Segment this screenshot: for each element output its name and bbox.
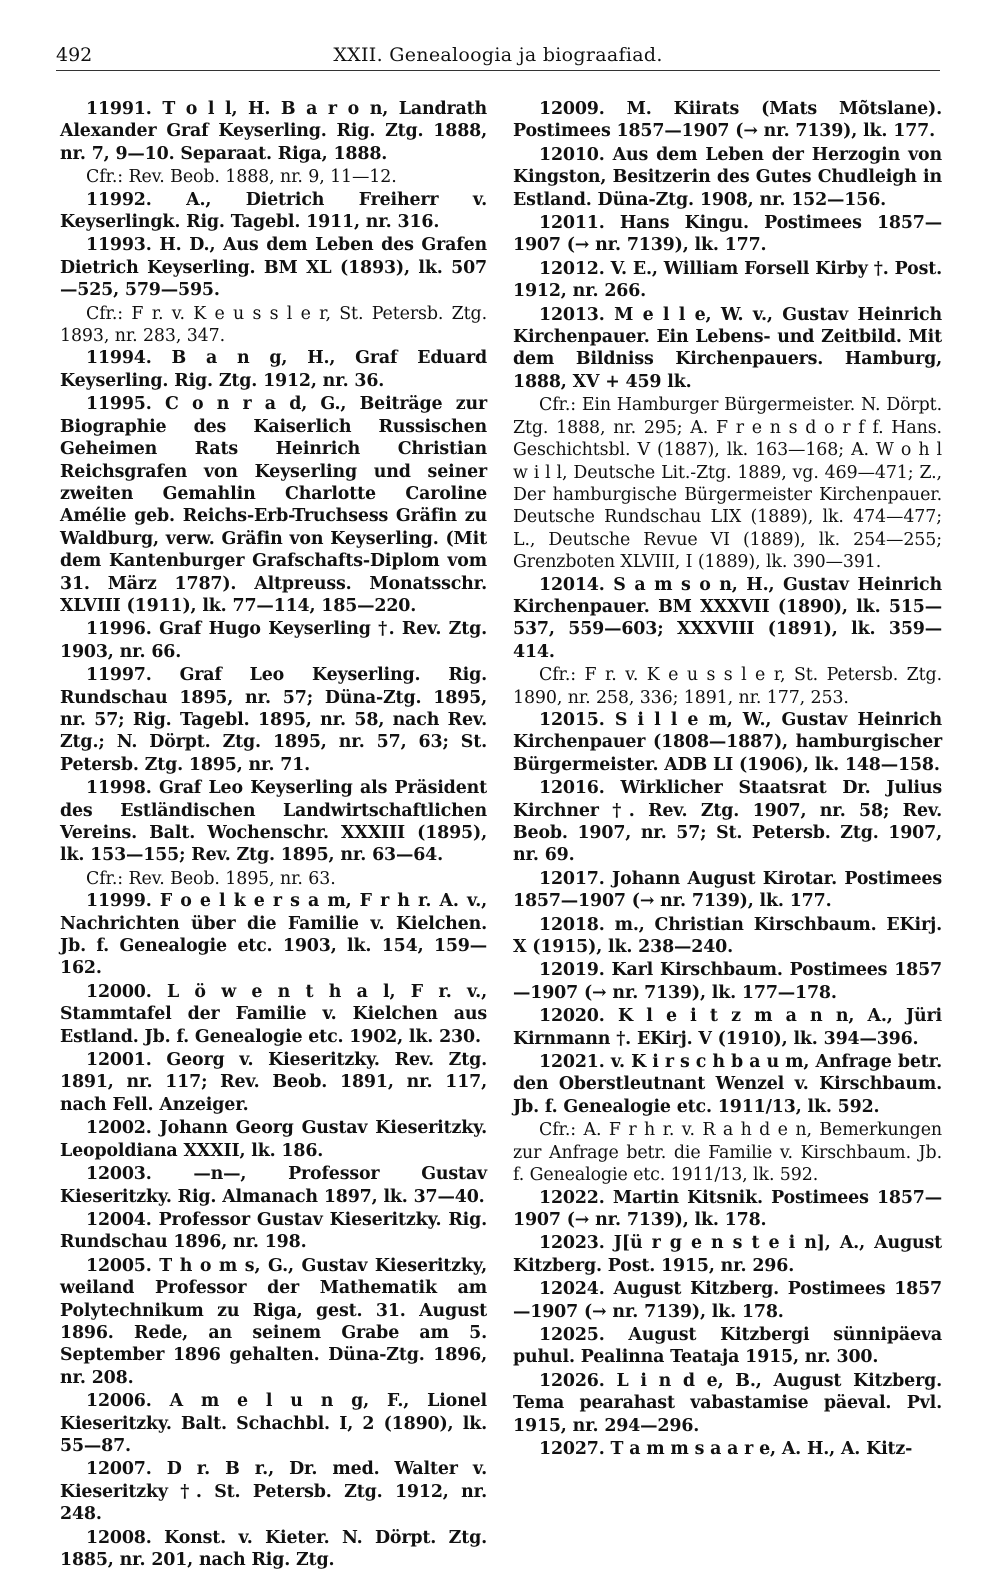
bibliography-entry: 12019. Karl Kirschbaum. Postimees 1857—1907 (→ nr. 7139), lk. 177—178. xyxy=(513,960,942,1003)
cross-reference: Cfr.: Ein Hamburger Bürgermeister. N. Dörpt. Ztg. 1888, nr. 295; A. F r e n s d o r f f. Hans. Geschichtsbl. V (1887), lk. 163—168; A. W o h l w i l l, Deutsche Lit.-Ztg. 1889, vg. 469—471; Z., Der hamburgische Bürgermeister Kirchenpauer. Deutsche Rundschau LIX (1889), lk. 474—477; L., Deutsche Revue VI (1889), lk. 254—255; Grenzboten XLVIII, I (1889), lk. 390—391. xyxy=(513,395,942,573)
bibliography-entry: 12021. v. K i r s c h b a u m, Anfrage betr. den Oberstleutnant Wenzel v. Kirschbaum. Jb. f. Genealogie etc. 1911/13, lk. 592. xyxy=(513,1052,942,1117)
bibliography-entry: 12017. Johann August Kirotar. Postimees 1857—1907 (→ nr. 7139), lk. 177. xyxy=(513,868,942,912)
bibliography-entry: 12015. S i l l e m, W., Gustav Heinrich Kirchenpauer (1808—1887), hamburgischer Bürgermeister. ADB LI (1906), lk. 148—158. xyxy=(513,709,942,775)
bibliography-entry: 12003. —n—, Professor Gustav Kieseritzky. Rig. Almanach 1897, lk. 37—40. xyxy=(60,1164,487,1207)
bibliography-entry: 12002. Johann Georg Gustav Kieseritzky. Leopoldiana XXXII, lk. 186. xyxy=(60,1118,487,1161)
bibliography-entry: 11997. Graf Leo Keyserling. Rig. Rundschau 1895, nr. 57; Düna-Ztg. 1895, nr. 57; Rig. Tagebl. 1895, nr. 58, nach Rev. Ztg.; N. Dörpt. Ztg. 1895, nr. 57, 63; St. Petersb. Ztg. 1895, nr. 71. xyxy=(60,665,487,775)
cross-reference: Cfr.: A. F r h r. v. R a h d e n, Bemerkungen zur Anfrage betr. die Familie v. Kirschbaum. Jb. f. Genealogie etc. 1911/13, lk. 592. xyxy=(513,1120,942,1186)
cross-reference: Cfr.: F r. v. K e u s s l e r, St. Petersb. Ztg. 1890, nr. 258, 336; 1891, nr. 177, 253. xyxy=(513,665,942,708)
right-column xyxy=(513,98,942,1461)
bibliography-entry: 12011. Hans Kingu. Postimees 1857—1907 (→ nr. 7139), lk. 177. xyxy=(513,213,942,256)
bibliography-entry: 12025. August Kitzbergi sünnipäeva puhul. Pealinna Teataja 1915, nr. 300. xyxy=(513,1324,942,1368)
bibliography-entry: 12000. L ö w e n t h a l, F r. v., Stammtafel der Familie v. Kielchen aus Estland. Jb. f. Genealogie etc. 1902, lk. 230. xyxy=(60,981,487,1047)
bibliography-entry: 12024. August Kitzberg. Postimees 1857—1907 (→ nr. 7139), lk. 178. xyxy=(513,1279,942,1322)
bibliography-entry: 11995. C o n r a d, G., Beiträge zur Biographie des Kaiserlich Russischen Geheimen Rats Heinrich Christian Reichsgrafen von Keyserling und seiner zweiten Gemahlin Charlotte Caroline Amélie geb. Reichs-Erb-Truchsess Gräfin zu Waldburg, verw. Gräfin von Keyserling. (Mit dem Kantenburger Grafschafts-Diplom vom 31. März 1787). Altpreuss. Monatsschr. XLVIII (1911), lk. 77—114, 185—220. xyxy=(60,394,487,616)
bibliography-entry: 11994. B a n g, H., Graf Eduard Keyserling. Rig. Ztg. 1912, nr. 36. xyxy=(60,348,487,391)
bibliography-entry: 12022. Martin Kitsnik. Postimees 1857—1907 (→ nr. 7139), lk. 178. xyxy=(513,1187,942,1230)
cross-reference: Cfr.: F r. v. K e u s s l e r, St. Petersb. Ztg. 1893, nr. 283, 347. xyxy=(60,303,487,347)
bibliography-entry: 12026. L i n d e, B., August Kitzberg. Tema pearahast vabastamise päeval. Pvl. 1915, nr. 294—296. xyxy=(513,1370,942,1436)
bibliography-entry: 11999. F o e l k e r s a m, F r h r. A. v., Nachrichten über die Familie v. Kielchen. Jb. f. Genealogie etc. 1903, lk. 154, 159—162. xyxy=(60,891,487,979)
page-number: 492 xyxy=(56,44,93,66)
bibliography-entry: 12012. V. E., William Forsell Kirby †. Post. 1912, nr. 266. xyxy=(513,258,942,302)
cross-reference: Cfr.: Rev. Beob. 1895, nr. 63. xyxy=(86,868,336,889)
bibliography-entry: 12001. Georg v. Kieseritzky. Rev. Ztg. 1891, nr. 117; Rev. Beob. 1891, nr. 117, nach Fell. Anzeiger. xyxy=(60,1050,487,1115)
bibliography-entry: 11996. Graf Hugo Keyserling †. Rev. Ztg. 1903, nr. 66. xyxy=(60,619,487,662)
bibliography-entry: 12027. T a m m s a a r e, A. H., A. Kitz- xyxy=(539,1438,913,1459)
left-column xyxy=(60,98,487,1572)
running-title: XXII. Genealoogia ja biograafiad. xyxy=(333,44,663,66)
bibliography-entry: 12005. T h o m s, G., Gustav Kieseritzky, weiland Professor der Mathematik am Polytechnikum zu Riga, gest. 31. August 1896. Rede, an seinem Grabe am 5. September 1896 gehalten. Düna-Ztg. 1896, nr. 208. xyxy=(60,1255,487,1388)
bibliography-entry: 12008. Konst. v. Kieter. N. Dörpt. Ztg. 1885, nr. 201, nach Rig. Ztg. xyxy=(60,1527,487,1570)
page-header xyxy=(56,44,940,71)
bibliography-entry: 12004. Professor Gustav Kieseritzky. Rig. Rundschau 1896, nr. 198. xyxy=(60,1209,487,1253)
cross-reference: Cfr.: Rev. Beob. 1888, nr. 9, 11—12. xyxy=(86,167,397,188)
bibliography-entry: 12023. J[ü r g e n s t e i n], A., August Kitzberg. Post. 1915, nr. 296. xyxy=(513,1233,942,1276)
bibliography-entry: 12007. D r. B r., Dr. med. Walter v. Kieseritzky †. St. Petersb. Ztg. 1912, nr. 248. xyxy=(60,1459,487,1525)
bibliography-entry: 12020. K l e i t z m a n n, A., Jüri Kirnmann †. EKirj. V (1910), lk. 394—396. xyxy=(513,1006,942,1049)
bibliography-entry: 12013. M e l l e, W. v., Gustav Heinrich Kirchenpauer. Ein Lebens- und Zeitbild. Mit dem Bildniss Kirchenpauers. Hamburg, 1888, XV + 459 lk. xyxy=(513,304,942,392)
bibliography-entry: 12018. m., Christian Kirschbaum. EKirj. X (1915), lk. 238—240. xyxy=(513,914,942,958)
bibliography-entry: 11993. H. D., Aus dem Leben des Grafen Dietrich Keyserling. BM XL (1893), lk. 507—525, 579—595. xyxy=(60,235,487,301)
bibliography-entry: 12010. Aus dem Leben der Herzogin von Kingston, Besitzerin des Gutes Chudleigh in Estland. Düna-Ztg. 1908, nr. 152—156. xyxy=(513,144,942,210)
bibliography-entry: 12014. S a m s o n, H., Gustav Heinrich Kirchenpauer. BM XXXVII (1890), lk. 515—537, 559—603; XXXVIII (1891), lk. 359—414. xyxy=(513,574,942,662)
bibliography-entry: 12009. M. Kiirats (Mats Mõtslane). Postimees 1857—1907 (→ nr. 7139), lk. 177. xyxy=(513,99,942,142)
bibliography-entry: 12016. Wirklicher Staatsrat Dr. Julius Kirchner †. Rev. Ztg. 1907, nr. 58; Rev. Beob. 1907, nr. 57; St. Petersb. Ztg. 1907, nr. 69. xyxy=(513,778,942,866)
bibliography-entry: 11991. T o l l, H. B a r o n, Landrath Alexander Graf Keyserling. Rig. Ztg. 1888, nr. 7, 9—10. Separaat. Riga, 1888. xyxy=(60,99,487,164)
bibliography-entry: 11998. Graf Leo Keyserling als Präsident des Estländischen Landwirtschaftlichen Vereins. Balt. Wochenschr. XXXIII (1895), lk. 153—155; Rev. Ztg. 1895, nr. 63—64. xyxy=(60,778,487,866)
bibliography-entry: 11992. A., Dietrich Freiherr v. Keyserlingk. Rig. Tagebl. 1911, nr. 316. xyxy=(60,189,487,233)
bibliography-entry: 12006. A m e l u n g, F., Lionel Kieseritzky. Balt. Schachbl. I, 2 (1890), lk. 55—87. xyxy=(60,1391,487,1456)
